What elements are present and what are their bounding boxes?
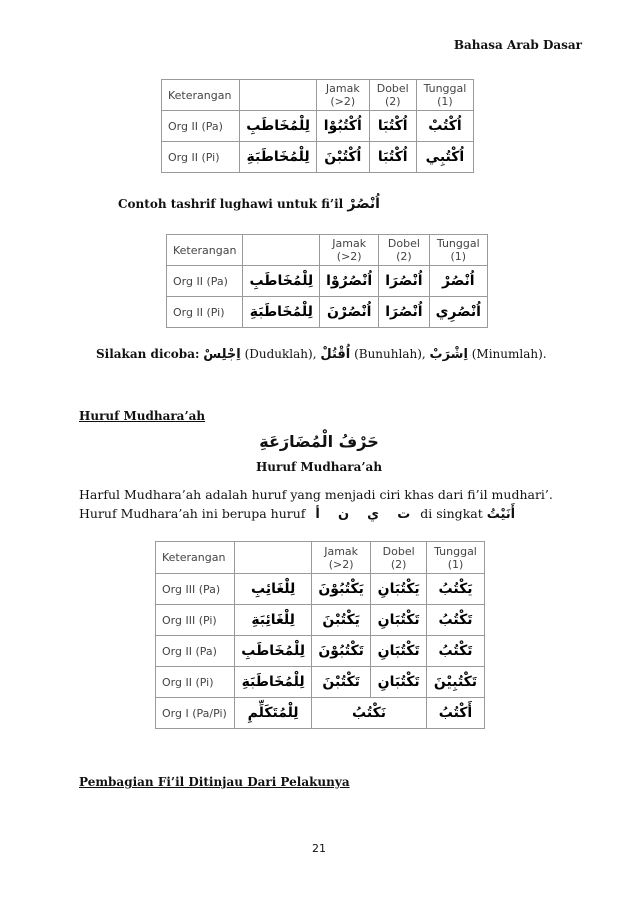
cell-keterangan: Org II (Pi) [167,297,243,328]
cell-dobel: تَكْتُبَانِ [371,636,427,667]
cell-tunggal: تَكْتُبُ [427,605,485,636]
cell-arabic-label: لِلْمُخَاطَبِ [243,266,320,297]
header-jamak: Jamak (>2) [316,80,369,111]
paragraph-line2-start: Huruf Mudhara’ah ini berupa huruf [79,506,306,521]
header-tunggal: Tunggal (1) [427,542,485,574]
cell-keterangan: Org II (Pi) [156,667,235,698]
cell-dobel: اُنْصُرَا [379,266,429,297]
try-meaning-1: (Duduklah), [244,347,317,361]
paragraph-singkat: أَنَيْتُ [486,507,516,522]
cell-arabic-label: لِلْغَائِبَةِ [235,605,312,636]
cell-arabic-label: لِلْمُخَاطَبِ [235,636,312,667]
header-jamak: Jamak (>2) [312,542,371,574]
cell-arabic-label: لِلْمُخَاطَبَةِ [240,142,317,173]
cell-tunggal: اُنْصُرْ [429,266,487,297]
cell-tunggal: أَكْتُبُ [427,698,485,729]
table-row [167,266,488,297]
cell-tunggal: اُنْصُرِي [429,297,487,328]
paragraph-line2-mid: di singkat [420,506,483,521]
cell-keterangan: Org II (Pa) [162,111,240,142]
table-row [156,667,485,698]
table-row [162,142,474,173]
cell-tunggal: تَكْتُبِيْنَ [427,667,485,698]
header-jamak: Jamak (>2) [320,235,379,266]
cell-jamak: اُنْصُرْنَ [320,297,379,328]
cell-dobel: اُنْصُرَا [379,297,429,328]
cell-tunggal: اُكْتُبِي [416,142,473,173]
section-title: Huruf Mudhara’ah [255,460,383,474]
paragraph-letters: ت ي ن أ [315,507,411,522]
table-row [156,698,485,729]
try-label: Silakan dicoba: [96,347,200,361]
cell-jamak: يَكْتُبْنَ [312,605,371,636]
paragraph-line-2 [79,505,559,524]
cell-dobel: تَكْتُبَانِ [371,667,427,698]
table-header-row [162,80,474,111]
cell-arabic-label: لِلْغَائِبِ [235,574,312,605]
section-arabic-title: حَرْفُ الْمُضَارَعَةِ [259,432,379,451]
header-dobel: Dobel (2) [369,80,416,111]
cell-keterangan: Org II (Pa) [167,266,243,297]
try-word-3: اِشْرَبْ [429,347,468,362]
cell-jamak: اُنْصُرُوْا [320,266,379,297]
cell-jamak: اُكْتُبْنَ [316,142,369,173]
try-sentence [96,345,547,364]
table-header-row [156,542,485,574]
table-header-row [167,235,488,266]
cell-arabic-label: لِلْمُخَاطَبِ [240,111,317,142]
cell-jamak-dobel: نَكْتُبُ [312,698,427,729]
page-number: 21 [312,842,326,855]
try-meaning-2: (Bunuhlah), [354,347,426,361]
header-dobel: Dobel (2) [379,235,429,266]
table-row [156,605,485,636]
cell-jamak: تَكْتُبْنَ [312,667,371,698]
header-dobel: Dobel (2) [371,542,427,574]
header-tunggal: Tunggal (1) [416,80,473,111]
header-keterangan: Keterangan [167,235,243,266]
caption-text: Contoh tashrif lughawi untuk fi’il [118,197,344,211]
page-header-title: Bahasa Arab Dasar [453,38,582,52]
header-blank [235,542,312,574]
table-row [156,574,485,605]
tashrif-table-uktub [161,79,474,173]
cell-arabic-label: لِلْمُخَاطَبَةِ [235,667,312,698]
cell-jamak: اُكْتُبُوْا [316,111,369,142]
header-tunggal: Tunggal (1) [429,235,487,266]
header-blank [240,80,317,111]
caption-arabic-word: اُنْصُرْ [347,196,380,212]
cell-keterangan: Org II (Pa) [156,636,235,667]
caption-contoh-tashrif [118,196,380,212]
cell-jamak: يَكْتُبُوْنَ [312,574,371,605]
table-row [167,297,488,328]
cell-dobel: تَكْتُبَانِ [371,605,427,636]
cell-dobel: يَكْتُبَانِ [371,574,427,605]
cell-tunggal: يَكْتُبُ [427,574,485,605]
cell-keterangan: Org II (Pi) [162,142,240,173]
cell-keterangan: Org III (Pa) [156,574,235,605]
section-heading-huruf-mudharaah: Huruf Mudhara’ah [79,409,206,423]
cell-jamak: تَكْتُبُوْنَ [312,636,371,667]
header-blank [243,235,320,266]
tashrif-table-mudhari [155,541,485,729]
header-keterangan: Keterangan [156,542,235,574]
cell-arabic-label: لِلْمُخَاطَبَةِ [243,297,320,328]
cell-tunggal: تَكْتُبُ [427,636,485,667]
try-word-1: اِجْلِسْ [203,347,241,362]
table-row [156,636,485,667]
try-word-2: اُقْتُلْ [320,347,351,362]
cell-arabic-label: لِلْمُتَكَلِّمِ [235,698,312,729]
table-row [162,111,474,142]
cell-dobel: اُكْتُبَا [369,142,416,173]
paragraph-line-1: Harful Mudhara’ah adalah huruf yang menjadi ciri khas dari fi’il mudhari’. [79,487,553,502]
section-heading-pembagian-fiil: Pembagian Fi’il Ditinjau Dari Pelakunya [79,775,350,789]
cell-keterangan: Org I (Pa/Pi) [156,698,235,729]
cell-tunggal: اُكْتُبْ [416,111,473,142]
cell-keterangan: Org III (Pi) [156,605,235,636]
try-meaning-3: (Minumlah). [471,347,547,361]
tashrif-table-unshur [166,234,488,328]
cell-dobel: اُكْتُبَا [369,111,416,142]
header-keterangan: Keterangan [162,80,240,111]
